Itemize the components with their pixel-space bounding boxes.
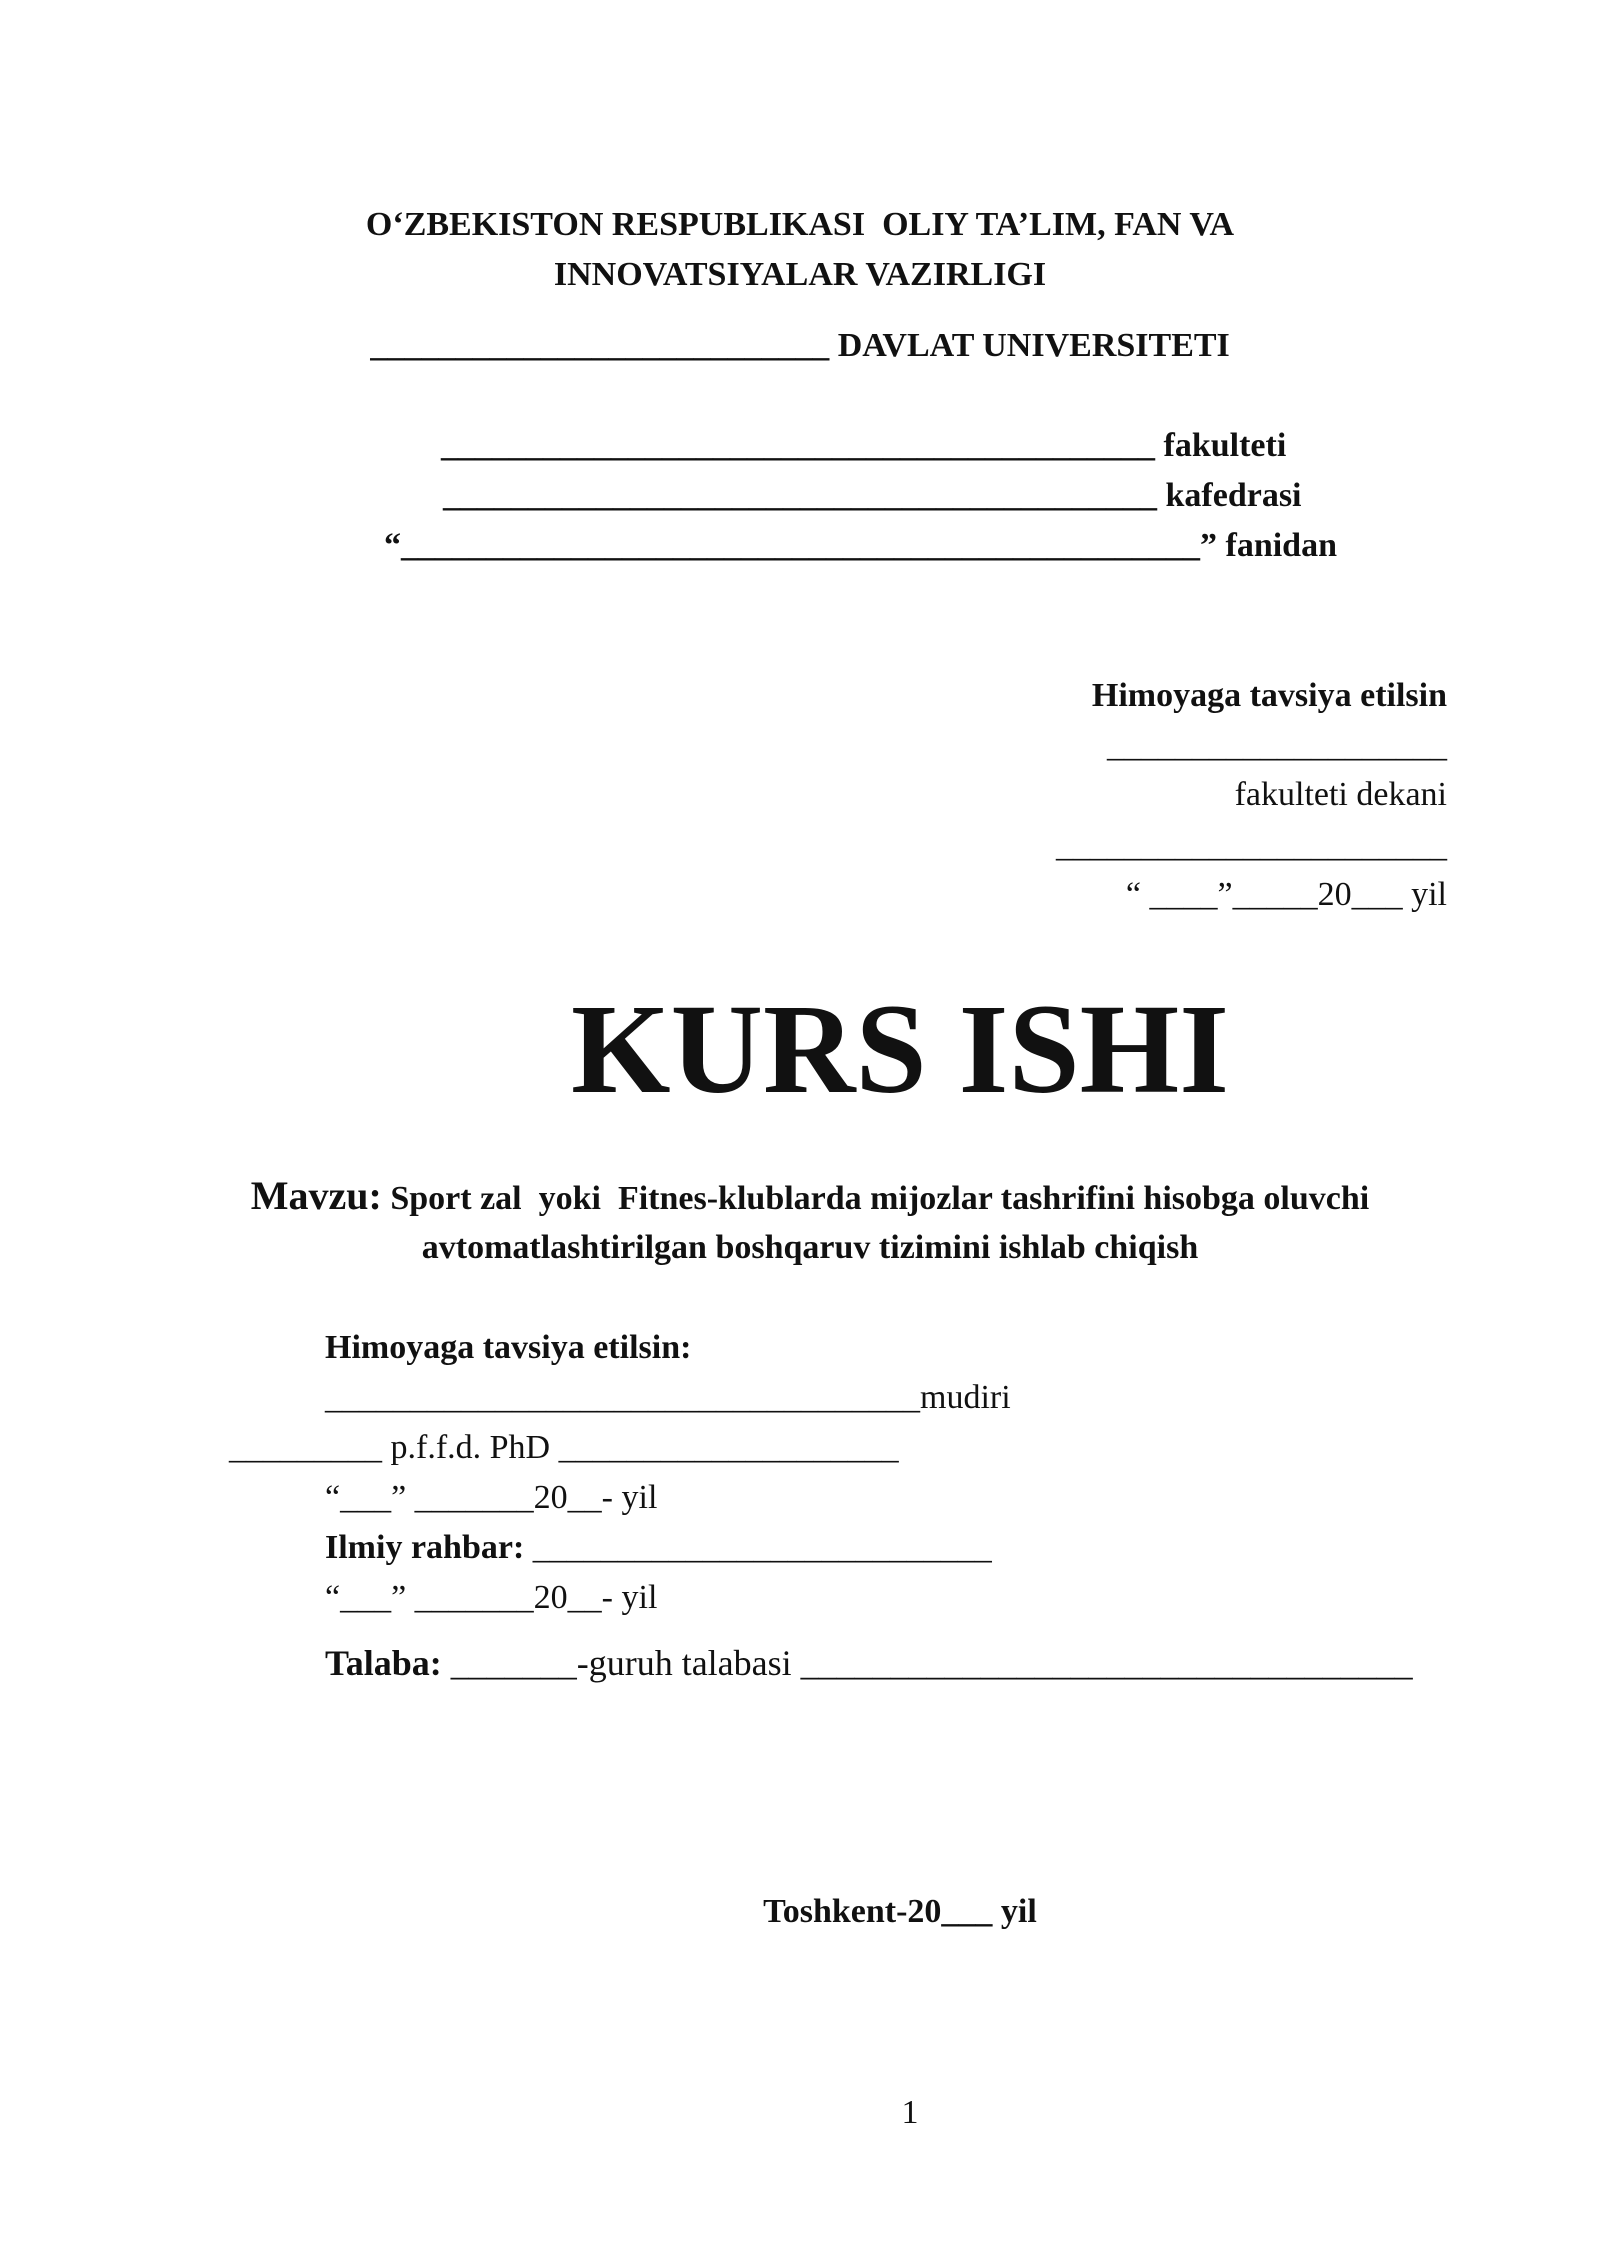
dean-approval-date: “ ____”_____20___ yil <box>1125 876 1447 913</box>
dean-role: fakulteti dekani <box>1234 776 1447 813</box>
faculty-line: __________________________________________ fakulteti <box>441 427 1287 464</box>
student-label: Talaba: <box>325 1643 442 1683</box>
approval-date-2: “___” _______20__- yil <box>325 1579 658 1616</box>
head-of-department-line: ___________________________________mudiri <box>325 1379 1011 1416</box>
supervisor-blank: ___________________________ <box>524 1529 992 1566</box>
dean-signature-blank: ____________________ <box>1107 727 1447 764</box>
topic-line-1 <box>140 1173 1480 1218</box>
ministry-line-1: O‘ZBEKISTON RESPUBLIKASI OLIY TA’LIM, FAN VA <box>365 206 1235 243</box>
topic-text-1: Sport zal yoki Fitnes-klublarda mijozlar tashrifini hisobga oluvchi <box>381 1180 1370 1217</box>
ministry-line-2: INNOVATSIYALAR VAZIRLIGI <box>553 256 1047 293</box>
approval-date-1: “___” _______20__- yil <box>325 1479 658 1516</box>
city-year: Toshkent-20___ yil <box>763 1893 1037 1930</box>
kafedra-line: __________________________________________ kafedrasi <box>443 477 1302 514</box>
dean-approval-title: Himoyaga tavsiya etilsin <box>1091 677 1447 714</box>
subject-line: “_______________________________________________” fanidan <box>384 527 1337 564</box>
document-title: KURS ISHI <box>571 978 1229 1120</box>
approval-title: Himoyaga tavsiya etilsin: <box>325 1329 692 1366</box>
topic-line-2: avtomatlashtirilgan boshqaruv tizimini ishlab chiqish <box>421 1229 1199 1266</box>
supervisor-line <box>325 1531 992 1565</box>
phd-line: _________ p.f.f.d. PhD ____________________ <box>229 1429 899 1466</box>
page-number: 1 <box>901 2094 919 2131</box>
university-line: ___________________________ DAVLAT UNIVERSITETI <box>370 327 1230 364</box>
supervisor-label: Ilmiy rahbar: <box>325 1529 525 1566</box>
dean-name-blank: _______________________ <box>1056 827 1447 864</box>
student-rest: _______-guruh talabasi __________________________________ <box>441 1643 1413 1683</box>
topic-label: Mavzu: <box>250 1173 382 1218</box>
student-line <box>325 1645 1413 1681</box>
